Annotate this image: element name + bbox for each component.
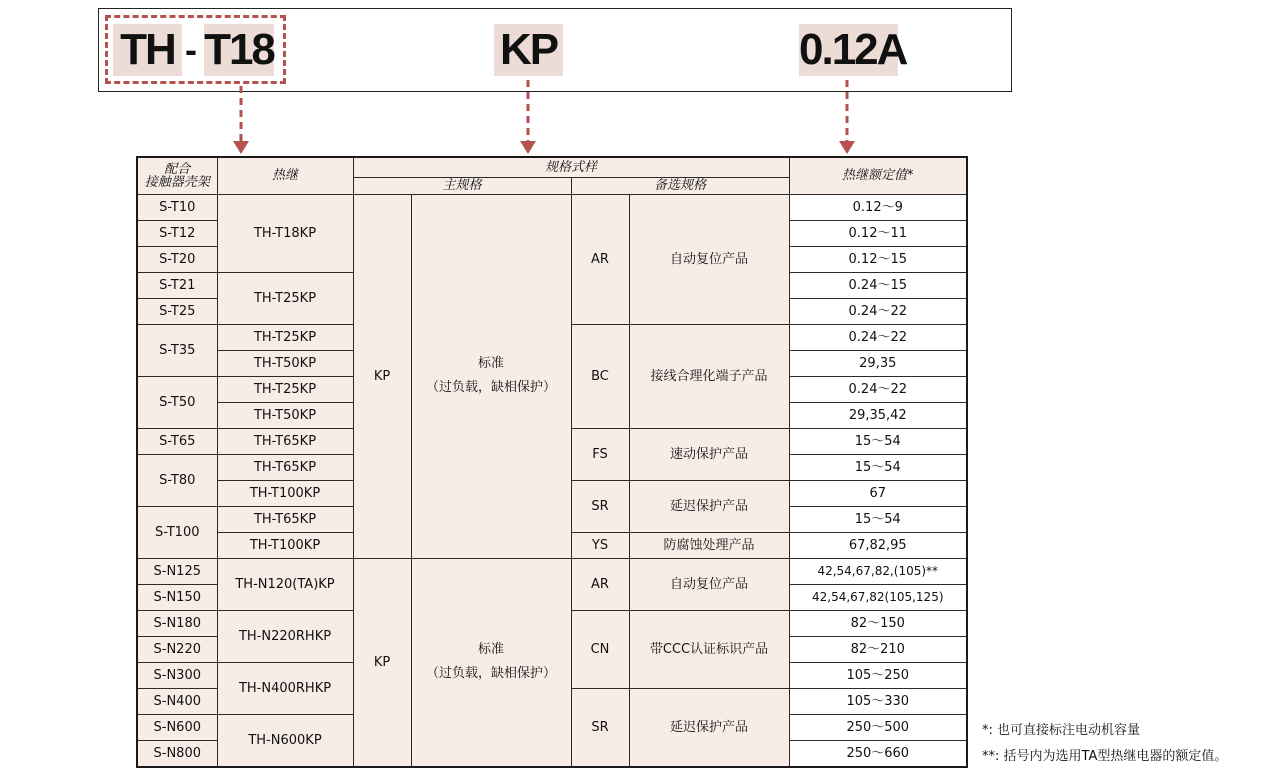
relay-cell: TH-T65KP	[217, 454, 353, 480]
option-desc-cell: 延迟保护产品	[629, 480, 789, 532]
model-separator: -	[185, 29, 197, 70]
relay-cell: TH-T65KP	[217, 506, 353, 532]
relay-cell: TH-N120(TA)KP	[217, 558, 353, 610]
rated-value-cell: 0.24～15	[789, 272, 967, 298]
relay-cell: TH-T50KP	[217, 402, 353, 428]
frame-cell: S-N180	[137, 610, 217, 636]
frame-cell: S-N300	[137, 662, 217, 688]
footnote-motor-capacity: *: 也可直接标注电动机容量	[982, 723, 1141, 738]
option-code-cell: FS	[571, 428, 629, 480]
relay-cell: TH-N600KP	[217, 714, 353, 767]
frame-cell: S-N125	[137, 558, 217, 584]
rated-value-cell: 0.12～15	[789, 246, 967, 272]
arrow-head-rating	[839, 141, 855, 154]
rated-value-cell: 15～54	[789, 428, 967, 454]
option-desc-cell: 带CCC认证标识产品	[629, 610, 789, 688]
option-desc-cell: 速动保护产品	[629, 428, 789, 480]
rated-value-cell: 67,82,95	[789, 532, 967, 558]
footnote-ta-rating: **: 括号内为选用TA型热继电器的额定值。	[982, 749, 1228, 764]
frame-cell: S-N600	[137, 714, 217, 740]
rated-value-cell: 105～330	[789, 688, 967, 714]
rated-value-cell: 67	[789, 480, 967, 506]
relay-cell: TH-T18KP	[217, 194, 353, 272]
model-part-th: TH	[113, 24, 182, 76]
rated-value-cell: 82～210	[789, 636, 967, 662]
option-code-cell: YS	[571, 532, 629, 558]
header-frame-label: 配合 接触器壳架	[144, 161, 210, 190]
arrow-head-relay	[233, 141, 249, 154]
rated-value-cell: 0.12～9	[789, 194, 967, 220]
relay-cell: TH-N400RHKP	[217, 662, 353, 714]
header-spec-style: 规格式样	[353, 157, 789, 177]
relay-cell: TH-T100KP	[217, 532, 353, 558]
rated-value-cell: 0.12～11	[789, 220, 967, 246]
frame-cell: S-T80	[137, 454, 217, 506]
rated-value-cell: 105～250	[789, 662, 967, 688]
option-desc-cell: 自动复位产品	[629, 558, 789, 610]
model-part-spec: KP	[494, 24, 563, 76]
relay-cell: TH-N220RHKP	[217, 610, 353, 662]
relay-cell: TH-T50KP	[217, 350, 353, 376]
rated-value-cell: 0.24～22	[789, 376, 967, 402]
rated-value-cell: 250～500	[789, 714, 967, 740]
arrow-head-spec	[520, 141, 536, 154]
main-code-cell: KP	[353, 194, 411, 558]
option-code-cell: CN	[571, 610, 629, 688]
model-part-rating: 0.12A	[799, 25, 907, 74]
frame-cell: S-N220	[137, 636, 217, 662]
model-part-frame: T18	[204, 25, 274, 74]
rated-value-cell: 42,54,67,82,(105)**	[789, 558, 967, 584]
relay-cell: TH-T100KP	[217, 480, 353, 506]
frame-cell: S-T25	[137, 298, 217, 324]
rated-value-cell: 0.24～22	[789, 324, 967, 350]
frame-cell: S-T65	[137, 428, 217, 454]
relay-cell: TH-T25KP	[217, 272, 353, 324]
header-main-spec: 主规格	[353, 177, 571, 194]
rated-value-cell: 250～660	[789, 740, 967, 767]
header-optional-spec: 备选规格	[571, 177, 789, 194]
frame-cell: S-T10	[137, 194, 217, 220]
relay-cell: TH-T65KP	[217, 428, 353, 454]
main-desc-text: 标准 （过负载，缺相保护）	[425, 356, 556, 395]
header-relay: 热继	[217, 157, 353, 194]
spec-table	[136, 156, 968, 768]
main-code-cell: KP	[353, 558, 411, 767]
main-desc-cell	[411, 194, 571, 558]
option-code-cell: SR	[571, 688, 629, 767]
header-frame	[137, 157, 217, 194]
frame-cell: S-N800	[137, 740, 217, 767]
frame-cell: S-T35	[137, 324, 217, 376]
frame-cell: S-N400	[137, 688, 217, 714]
option-code-cell: AR	[571, 194, 629, 324]
option-code-cell: BC	[571, 324, 629, 428]
frame-cell: S-T12	[137, 220, 217, 246]
frame-cell: S-T100	[137, 506, 217, 558]
frame-cell: S-T20	[137, 246, 217, 272]
rated-value-cell: 15～54	[789, 506, 967, 532]
rated-value-cell: 0.24～22	[789, 298, 967, 324]
option-desc-cell: 延迟保护产品	[629, 688, 789, 767]
rated-value-cell: 42,54,67,82(105,125)	[789, 584, 967, 610]
main-desc-cell	[411, 558, 571, 767]
rated-value-cell: 29,35,42	[789, 402, 967, 428]
option-desc-cell: 接线合理化端子产品	[629, 324, 789, 428]
rated-value-cell: 29,35	[789, 350, 967, 376]
frame-cell: S-N150	[137, 584, 217, 610]
option-code-cell: AR	[571, 558, 629, 610]
frame-cell: S-T21	[137, 272, 217, 298]
option-desc-cell: 防腐蚀处理产品	[629, 532, 789, 558]
option-code-cell: SR	[571, 480, 629, 532]
header-rated: 热继额定值*	[789, 157, 967, 194]
rated-value-cell: 15～54	[789, 454, 967, 480]
relay-cell: TH-T25KP	[217, 324, 353, 350]
frame-cell: S-T50	[137, 376, 217, 428]
main-desc-text: 标准 （过负载，缺相保护）	[425, 642, 556, 681]
option-desc-cell: 自动复位产品	[629, 194, 789, 324]
rated-value-cell: 82～150	[789, 610, 967, 636]
relay-cell: TH-T25KP	[217, 376, 353, 402]
